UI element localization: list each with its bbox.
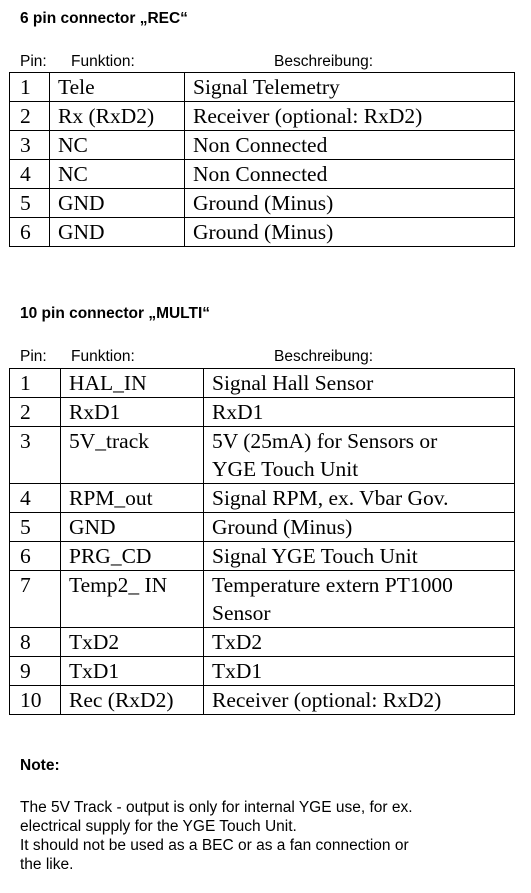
pin-function: NC bbox=[50, 160, 185, 189]
pin-description-line: Non Connected bbox=[193, 162, 328, 186]
pin-description bbox=[204, 686, 515, 715]
pin-function: GND bbox=[61, 513, 204, 542]
rec-connector-heading: 6 pin connector „REC“ bbox=[20, 10, 188, 27]
rec-table-row bbox=[10, 102, 515, 131]
rec-table-row bbox=[10, 189, 515, 218]
multi-table-row bbox=[10, 398, 515, 427]
pin-number: 1 bbox=[10, 73, 50, 102]
pin-description-line: Receiver (optional: RxD2) bbox=[212, 688, 442, 712]
pin-number: 2 bbox=[10, 398, 61, 427]
pin-function: GND bbox=[50, 189, 185, 218]
pin-number: 3 bbox=[10, 427, 61, 484]
note-line: the like. bbox=[20, 856, 74, 873]
pin-function: HAL_IN bbox=[61, 369, 204, 398]
pin-description-line: Ground (Minus) bbox=[193, 191, 334, 215]
pin-description-line: Signal RPM, ex. Vbar Gov. bbox=[212, 486, 449, 510]
pin-function: TxD2 bbox=[61, 628, 204, 657]
pin-function: NC bbox=[50, 131, 185, 160]
pin-description bbox=[204, 369, 515, 398]
pin-function: PRG_CD bbox=[61, 542, 204, 571]
pin-description-line: TxD1 bbox=[212, 659, 263, 683]
pin-description-line: RxD1 bbox=[212, 400, 264, 424]
multi-table-row bbox=[10, 427, 515, 484]
pin-number: 8 bbox=[10, 628, 61, 657]
pin-description bbox=[185, 73, 515, 102]
pin-number: 5 bbox=[10, 513, 61, 542]
pin-function: GND bbox=[50, 218, 185, 247]
pin-number: 1 bbox=[10, 369, 61, 398]
pin-description bbox=[185, 189, 515, 218]
pin-function: TxD1 bbox=[61, 657, 204, 686]
pin-description bbox=[204, 427, 515, 484]
pin-number: 6 bbox=[10, 218, 50, 247]
pin-number: 10 bbox=[10, 686, 61, 715]
note-title: Note: bbox=[20, 757, 60, 774]
rec-col-funktion-header: Funktion: bbox=[71, 53, 135, 70]
pin-description bbox=[185, 160, 515, 189]
note-line: The 5V Track - output is only for internal YGE use, for ex. bbox=[20, 799, 413, 816]
pin-description-line: Signal Telemetry bbox=[193, 75, 340, 99]
pin-function: 5V_track bbox=[61, 427, 204, 484]
pin-description bbox=[185, 218, 515, 247]
pin-description-line: Sensor bbox=[212, 601, 271, 625]
multi-table-row bbox=[10, 571, 515, 628]
multi-table-row bbox=[10, 628, 515, 657]
pin-description-line: Receiver (optional: RxD2) bbox=[193, 104, 423, 128]
pin-number: 6 bbox=[10, 542, 61, 571]
rec-table-row bbox=[10, 218, 515, 247]
multi-table-row bbox=[10, 657, 515, 686]
multi-connector-heading: 10 pin connector „MULTI“ bbox=[20, 305, 211, 322]
pin-description bbox=[204, 657, 515, 686]
note-line: It should not be used as a BEC or as a fan connection or bbox=[20, 837, 409, 854]
pin-description bbox=[204, 484, 515, 513]
pin-number: 9 bbox=[10, 657, 61, 686]
pin-description-line: 5V (25mA) for Sensors or bbox=[212, 429, 438, 453]
multi-table-row bbox=[10, 369, 515, 398]
multi-col-pin-header: Pin: bbox=[20, 348, 47, 365]
pin-description-line: Ground (Minus) bbox=[212, 515, 353, 539]
pin-description-line: TxD2 bbox=[212, 630, 263, 654]
multi-table-row bbox=[10, 513, 515, 542]
pin-number: 5 bbox=[10, 189, 50, 218]
pin-number: 4 bbox=[10, 160, 50, 189]
pin-number: 3 bbox=[10, 131, 50, 160]
multi-pin-table bbox=[9, 368, 515, 715]
pin-description bbox=[204, 513, 515, 542]
pin-function: Tele bbox=[50, 73, 185, 102]
rec-table-row bbox=[10, 73, 515, 102]
pin-description-line: Temperature extern PT1000 bbox=[212, 573, 453, 597]
rec-pin-table bbox=[9, 72, 515, 247]
pin-function: Rec (RxD2) bbox=[61, 686, 204, 715]
multi-col-beschreibung-header: Beschreibung: bbox=[274, 348, 374, 365]
pin-description-line: YGE Touch Unit bbox=[212, 457, 359, 481]
pin-description-line: Signal Hall Sensor bbox=[212, 371, 374, 395]
rec-col-pin-header: Pin: bbox=[20, 53, 47, 70]
pin-description bbox=[204, 398, 515, 427]
rec-col-beschreibung-header: Beschreibung: bbox=[274, 53, 374, 70]
pin-description bbox=[204, 542, 515, 571]
rec-table-row bbox=[10, 131, 515, 160]
pin-number: 7 bbox=[10, 571, 61, 628]
pin-function: Temp2_ IN bbox=[61, 571, 204, 628]
pin-description-line: Ground (Minus) bbox=[193, 220, 334, 244]
pin-description bbox=[204, 571, 515, 628]
pin-description bbox=[185, 131, 515, 160]
pin-function: Rx (RxD2) bbox=[50, 102, 185, 131]
note-text bbox=[20, 798, 520, 874]
pin-function: RxD1 bbox=[61, 398, 204, 427]
pin-number: 4 bbox=[10, 484, 61, 513]
pin-description-line: Signal YGE Touch Unit bbox=[212, 544, 418, 568]
multi-table-row bbox=[10, 686, 515, 715]
pin-description bbox=[204, 628, 515, 657]
pin-description-line: Non Connected bbox=[193, 133, 328, 157]
pin-number: 2 bbox=[10, 102, 50, 131]
note-line: electrical supply for the YGE Touch Unit. bbox=[20, 818, 297, 835]
multi-table-row bbox=[10, 542, 515, 571]
multi-table-row bbox=[10, 484, 515, 513]
pin-function: RPM_out bbox=[61, 484, 204, 513]
pin-description bbox=[185, 102, 515, 131]
rec-table-row bbox=[10, 160, 515, 189]
multi-col-funktion-header: Funktion: bbox=[71, 348, 135, 365]
